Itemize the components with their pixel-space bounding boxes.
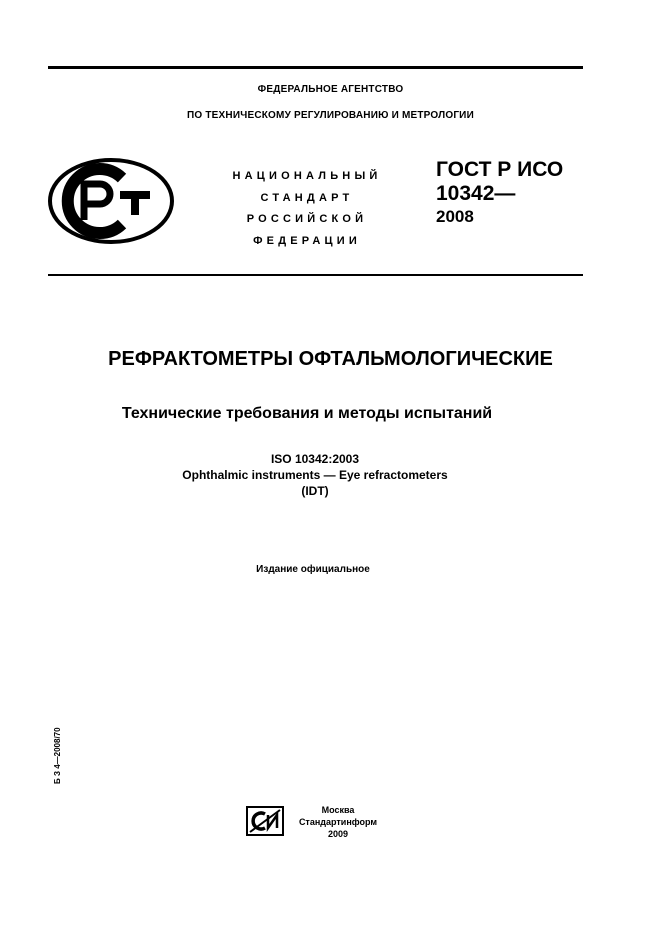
iso-degree: (IDT) [301,484,329,498]
iso-reference [0,451,630,499]
publisher-year: 2009 [327,829,349,839]
national-standard-label [214,166,400,252]
national-standard-line-2: СТАНДАРТ [260,191,354,204]
designation-year: 2008 [436,207,474,226]
publisher-info [292,804,384,840]
designation-line-2: 10342— [436,182,516,205]
iso-name: Ophthalmic instruments — Eye refractometers [182,468,448,482]
rst-logo-icon [48,158,174,244]
national-standard-line-3: РОССИЙСКОЙ [246,213,368,225]
side-code: Б З 4—2008/70 [53,727,62,784]
top-rule [48,66,583,69]
national-standard-line-4: ФЕДЕРАЦИИ [253,234,361,247]
document-subtitle: Технические требования и методы испытаний [121,405,493,422]
edition-label: Издание официальное [256,564,370,575]
publisher-city: Москва [321,805,355,815]
agency-line-2: ПО ТЕХНИЧЕСКОМУ РЕГУЛИРОВАНИЮ И МЕТРОЛОГИИ [187,110,474,121]
standartinform-logo-icon [246,806,284,836]
national-standard-line-1: НАЦИОНАЛЬНЫЙ [232,170,382,182]
document-title: РЕФРАКТОМЕТРЫ ОФТАЛЬМОЛОГИЧЕСКИЕ [108,348,553,370]
designation-line-1: ГОСТ Р ИСО [436,158,564,181]
agency-line-1: ФЕДЕРАЛЬНОЕ АГЕНТСТВО [257,84,404,95]
iso-number: ISO 10342:2003 [270,452,360,466]
middle-rule [48,274,583,276]
standard-designation [436,158,563,228]
publisher-name: Стандартинформ [298,817,378,827]
